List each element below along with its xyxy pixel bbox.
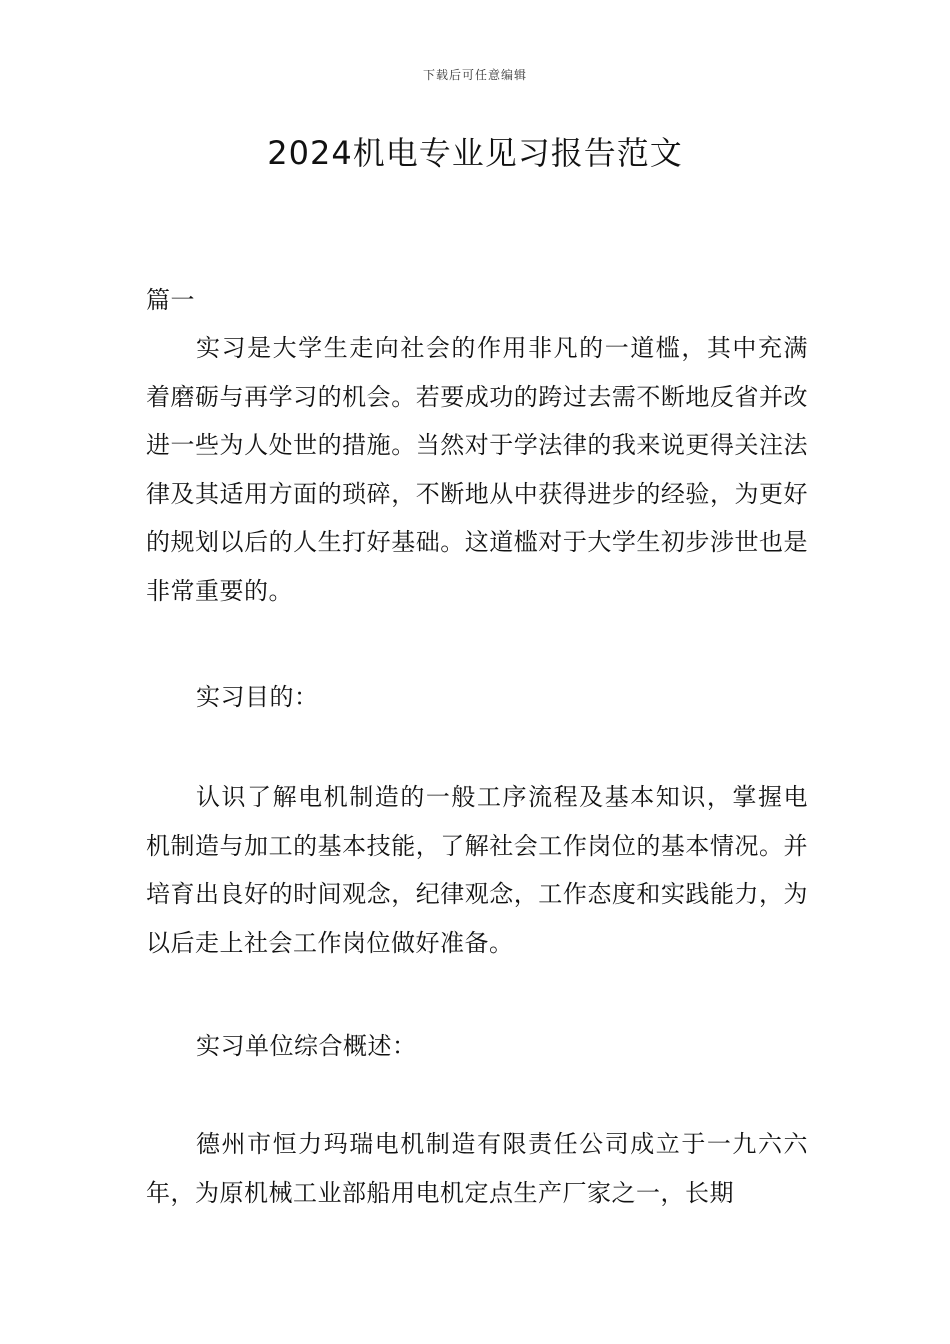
document-title: 2024机电专业见习报告范文 <box>267 134 683 172</box>
header-note: 下载后可任意编辑 <box>422 68 527 82</box>
paragraph-intro: 实习是大学生走向社会的作用非凡的一道槛，其中充满着磨砺与再学习的机会。若要成功的跨过去需不断地反省并改进一些为人处世的措施。当然对于学法律的我来说更得关注法律及其适用方面的琐碎，不断地从中获得进步的经验，为更好的规划以后的人生打好基础。这道槛对于大学生初步涉世也是非常重要的。 <box>146 334 808 605</box>
heading-unit-overview: 实习单位综合概述： <box>196 1032 417 1060</box>
paragraph-purpose: 认识了解电机制造的一般工序流程及基本知识，掌握电机制造与加工的基本技能，了解社会工作岗位的基本情况。并培育出良好的时间观念，纪律观念，工作态度和实践能力，为以后走上社会工作岗位做好准备。 <box>146 783 808 957</box>
section-label: 篇一 <box>146 286 195 314</box>
heading-purpose: 实习目的： <box>196 683 319 711</box>
paragraph-unit-overview: 德州市恒力玛瑞电机制造有限责任公司成立于一九六六年，为原机械工业部船用电机定点生产厂家之一，长期 <box>146 1130 808 1207</box>
